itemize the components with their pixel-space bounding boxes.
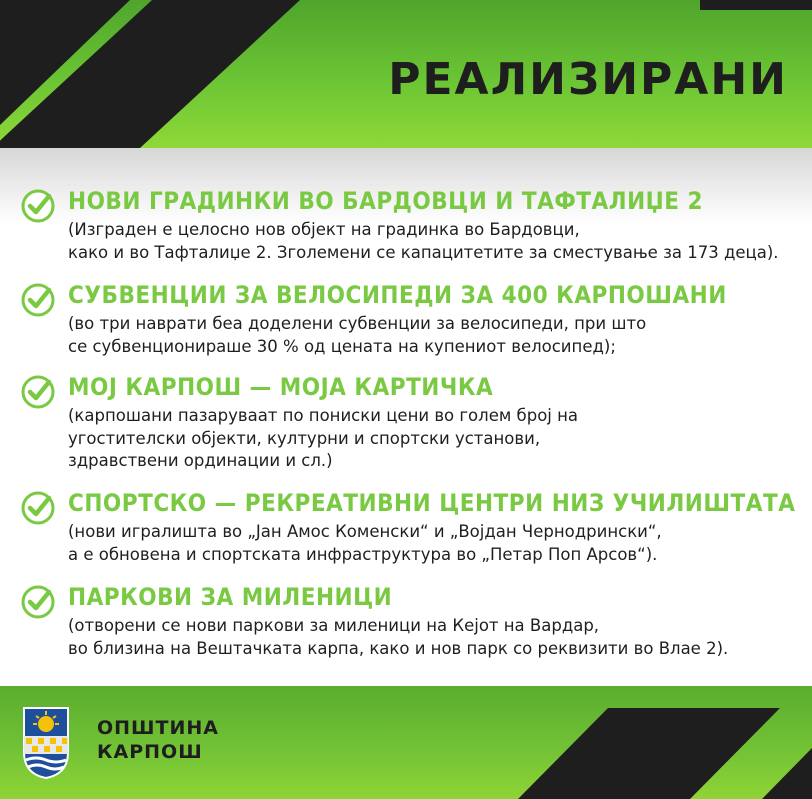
municipality-name-line: ОПШТИНА: [97, 717, 219, 739]
item-description: [68, 615, 728, 660]
item-description-line: угостителски објекти, културни и спортски установи,: [68, 428, 541, 448]
item-description-line: а е обновена и спортската инфраструктура во „Петар Поп Арсов“).: [68, 544, 658, 564]
item-title: СПОРТСКО — РЕКРЕАТИВНИ ЦЕНТРИ НИЗ УЧИЛИШТАТА: [68, 489, 796, 517]
item-description-line: здравствени ординации и сл.): [68, 451, 333, 470]
municipality-name: [97, 716, 219, 764]
item-description: [68, 313, 646, 358]
municipality-name-line: КАРПОШ: [97, 741, 203, 763]
check-circle-icon: [20, 584, 56, 620]
item-description: [68, 405, 578, 473]
item-description: [68, 521, 662, 566]
item-description-line: (нови игралишта во „Јан Амос Коменски“ и „Војдан Чернодрински“,: [68, 522, 662, 541]
item-description-line: (отворени се нови паркови за миленици на Кејот на Вардар,: [68, 616, 600, 635]
item-title: СУБВЕНЦИИ ЗА ВЕЛОСИПЕДИ ЗА 400 КАРПОШАНИ: [68, 281, 727, 309]
check-circle-icon: [20, 374, 56, 410]
item-description-line: како и во Тафталиџе 2. Зголемени се капацитетите за сместување за 173 деца).: [68, 242, 779, 262]
bottom-banner: [0, 686, 812, 799]
municipality-crest-icon: [22, 706, 70, 780]
item-description: [68, 219, 779, 264]
check-circle-icon: [20, 188, 56, 224]
item-description-line: се субвенционираше 30 % од цената на купениот велосипед);: [68, 336, 616, 356]
top-stripe-3: [700, 0, 812, 10]
top-banner: [0, 0, 812, 148]
bottom-stripe-2: [762, 748, 812, 799]
item-title: ПАРКОВИ ЗА МИЛЕНИЦИ: [68, 583, 393, 611]
item-description-line: (карпошани пазаруваат по пониски цени во голем број на: [68, 406, 579, 425]
item-description-line: во близина на Вештачката карпа, како и нов парк со реквизити во Влае 2).: [68, 638, 729, 658]
item-description-line: (Изграден е целосно нов објект на градинка во Бардовци,: [68, 220, 580, 239]
check-circle-icon: [20, 282, 56, 318]
banner-title: РЕАЛИЗИРАНИ: [388, 54, 788, 105]
item-description-line: (во три наврати беа доделени субвенции за велосипеди, при што: [68, 314, 647, 333]
achievements-list: [0, 148, 812, 686]
item-title: МОЈ КАРПОШ — МОЈА КАРТИЧКА: [68, 373, 494, 401]
check-circle-icon: [20, 490, 56, 526]
bottom-stripe-1: [518, 708, 780, 799]
item-title: НОВИ ГРАДИНКИ ВО БАРДОВЦИ И ТАФТАЛИЏЕ 2: [68, 187, 704, 215]
